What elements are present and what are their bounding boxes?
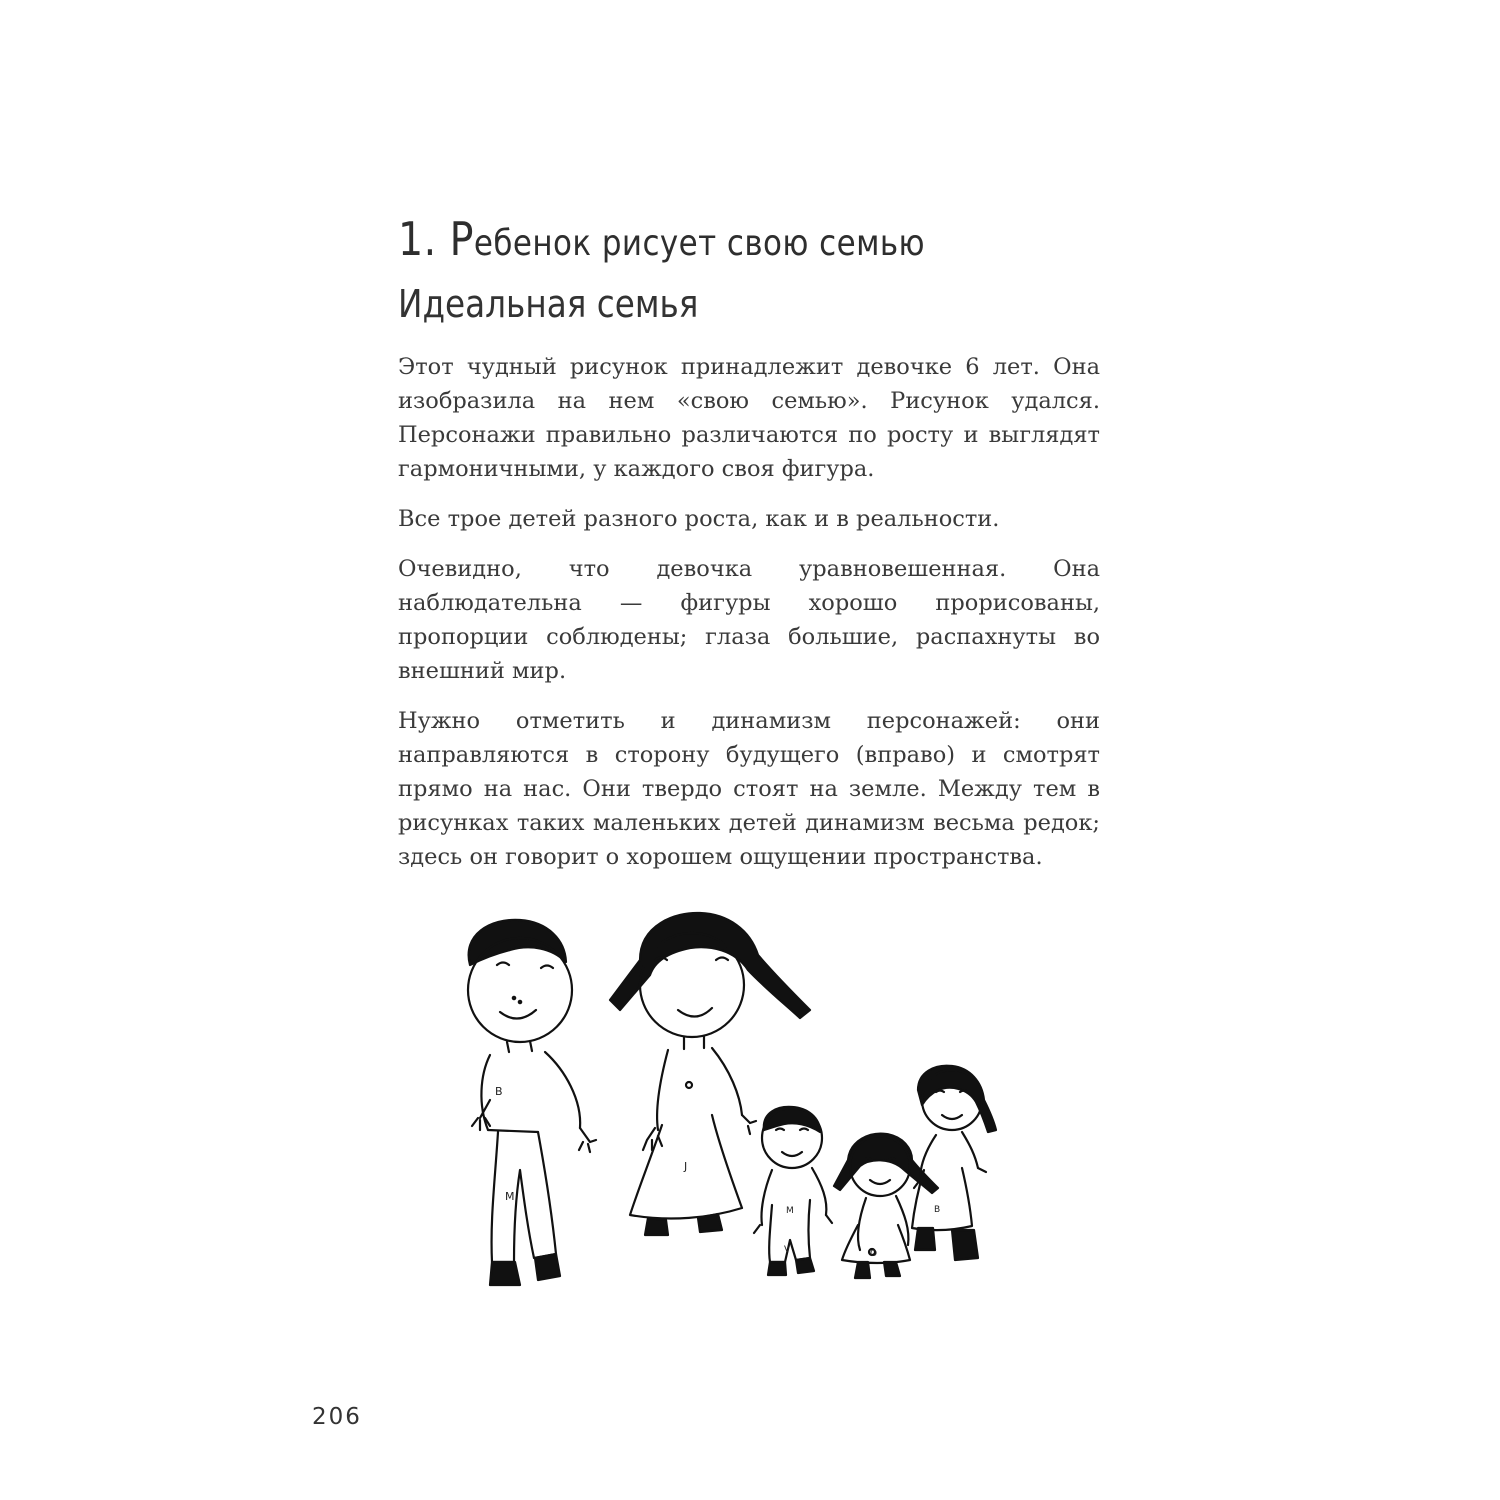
- child-figure: [754, 1107, 832, 1275]
- section-title: Идеальная семья: [398, 282, 699, 326]
- chapter-title-rest: ебенок рисует свою семью: [473, 223, 926, 264]
- child-figure: [912, 1066, 996, 1260]
- page-number: 206: [312, 1404, 362, 1430]
- mother-figure: [610, 913, 810, 1235]
- paragraph: Нужно отметить и динамизм персонажей: они направляются в сторону будущего (вправо) и смотрят прямо на нас. Они твердо стоят на земле. Между тем в рисунках таких маленьких детей динамизм весьма редок; здесь он говорит о хорошем ощущении пространства.: [398, 708, 1100, 870]
- paragraph: Очевидно, что девочка уравновешенная. Она наблюдательна — фигуры хорошо прорисованы, пропорции соблюдены; глаза большие, распахнуты во внешний мир.: [398, 556, 1100, 684]
- father-figure: [468, 920, 596, 1285]
- chapter-initial: Р: [449, 212, 474, 266]
- drawing-letter: B: [495, 1085, 503, 1098]
- chapter-number: 1.: [398, 212, 437, 266]
- family-drawing: [440, 885, 1000, 1295]
- paragraph: Все трое детей разного роста, как и в реальности.: [398, 506, 1000, 532]
- body-text: [398, 350, 1100, 890]
- child-figure: [834, 1134, 941, 1278]
- paragraph: Этот чудный рисунок принадлежит девочке 6 лет. Она изобразила на нем «свою семью». Рисунок удался. Персонажи правильно различаются по росту и выглядят гармоничными, у каждого своя фигура.: [398, 354, 1100, 482]
- chapter-title: [398, 212, 925, 266]
- drawing-letter: O: [870, 1249, 878, 1259]
- drawing-letter: M: [786, 1206, 794, 1216]
- drawing-letter: B: [934, 1205, 941, 1215]
- drawing-letter: J: [684, 1160, 688, 1173]
- drawing-letter: M: [505, 1190, 515, 1203]
- drawing-letter: V: [784, 1245, 791, 1255]
